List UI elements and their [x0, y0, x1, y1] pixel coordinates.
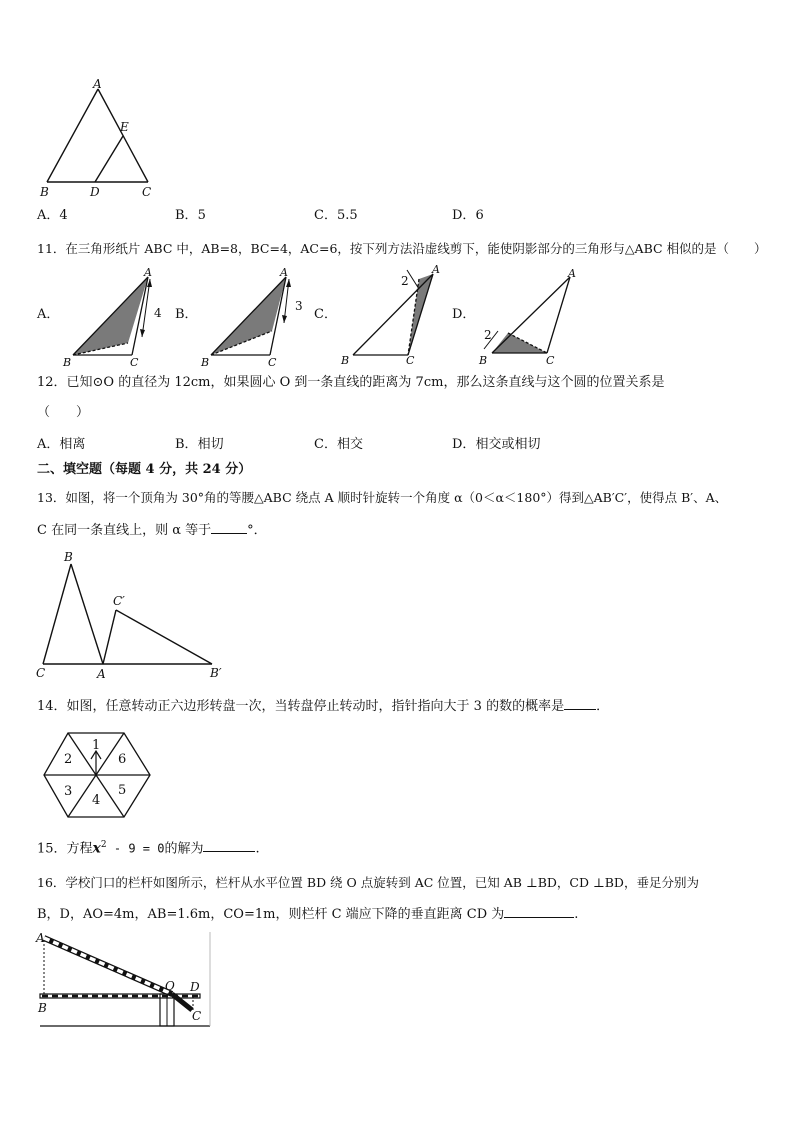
figure-q16-barrier-gate: [32, 928, 217, 1033]
label-c: C: [142, 185, 152, 199]
section-2-title: 二、填空题（每题 4 分，共 24 分）: [37, 462, 252, 477]
label-b: B: [64, 550, 73, 564]
label-o: O: [165, 979, 175, 993]
label-c-prime: C′: [113, 594, 125, 608]
q14-answer-blank[interactable]: [564, 696, 596, 710]
option-text: 相切: [197, 437, 224, 452]
q14-stem: [37, 696, 609, 716]
q15-text-end: .: [255, 841, 260, 857]
q14-stem-end: ．: [596, 699, 610, 714]
q12-stem: 12．已知⊙O 的直径为 12cm，如果圆心 O 到一条直线的距离为 7cm，那么这条直线与这个圆的位置关系是: [37, 375, 665, 390]
label-c: C: [192, 1009, 202, 1023]
label-a: A: [36, 931, 45, 945]
option-letter: D．: [452, 437, 476, 452]
option-letter: B．: [175, 437, 198, 452]
label-b-prime: B′: [210, 666, 222, 680]
label-c: C: [406, 354, 415, 367]
q11-stem: 11．在三角形纸片 ABC 中，AB=8，BC=4，AC=6，按下列方法沿虚线剪下，能使阴影部分的三角形与△ABC 相似的是（ ）: [37, 241, 767, 256]
q15-answer-blank[interactable]: [203, 838, 255, 852]
figure-q11-d: [474, 265, 589, 370]
q13-line2: [37, 520, 267, 540]
q12-option-d: [452, 436, 540, 454]
sector-4: 4: [92, 793, 101, 808]
q14-stem-text: 14．如图，任意转动正六边形转盘一次，当转盘停止转动时，指针指向大于 3 的数的概率是: [37, 699, 565, 714]
label-d: D: [90, 185, 100, 199]
sector-2: 2: [64, 752, 73, 767]
q10-option-a: [37, 207, 68, 225]
q11-option-b-label: B．: [175, 307, 198, 322]
segment-ab: [47, 89, 98, 182]
segment-de: [95, 136, 123, 182]
option-text: 相交或相切: [475, 437, 541, 452]
label-b: B: [38, 1001, 47, 1015]
option-letter: B．: [175, 208, 198, 223]
label-d: D: [190, 980, 200, 994]
q15-exponent: 2: [100, 840, 107, 850]
sector-5: 5: [118, 783, 127, 798]
option-letter: A．: [37, 437, 60, 452]
dimension-label: 2: [484, 328, 492, 342]
q11-option-a-label: A．: [37, 307, 60, 322]
q12-option-c: [314, 436, 363, 454]
q16-answer-blank[interactable]: [504, 904, 574, 918]
q15-equation: - 9 = 0: [106, 841, 165, 856]
figure-q14-hexagon-spinner: [40, 725, 155, 820]
option-text: 相交: [336, 437, 363, 452]
dimension-label: 3: [295, 299, 303, 313]
q13-line2-text: C 在同一条直线上，则 α 等于: [37, 523, 212, 538]
label-b: B: [479, 354, 488, 367]
option-text: 4: [59, 208, 68, 223]
label-a: A: [93, 77, 102, 91]
q12-option-a: [37, 436, 85, 454]
shaded-triangle: [492, 333, 547, 353]
label-a: A: [280, 266, 288, 279]
q10-option-d: [452, 207, 484, 225]
q15-variable: x: [92, 840, 101, 857]
option-letter: C．: [314, 208, 337, 223]
q10-option-c: [314, 207, 358, 225]
label-a: A: [432, 265, 440, 276]
sector-6: 6: [118, 752, 127, 767]
q12-option-b: [175, 436, 224, 454]
q11-option-c-label: C．: [314, 307, 337, 322]
q10-option-b: [175, 207, 206, 225]
label-a: A: [97, 667, 106, 681]
figure-q13-rotation: [30, 548, 235, 683]
label-a: A: [144, 266, 152, 279]
label-a: A: [568, 267, 576, 280]
option-letter: C．: [314, 437, 337, 452]
q16-line2-text: B，D，AO=4m，AB=1.6m，CO=1m，则栏杆 C 端应下降的垂直距离 CD 为: [37, 907, 505, 922]
option-letter: A．: [37, 208, 60, 223]
pointer-arrow: [91, 751, 101, 775]
label-b: B: [63, 356, 72, 369]
option-text: 5: [197, 208, 206, 223]
q13-line1: 13．如图，将一个顶角为 30°角的等腰△ABC 绕点 A 顺时针旋转一个角度 α（0＜α＜180°）得到△AB′C′，使得点 B′、A、: [37, 490, 728, 505]
q15-line: [37, 836, 260, 858]
q15-text-pre: 15．方程: [37, 841, 93, 857]
q16-line2-end: .: [574, 907, 579, 922]
q15-text-post: 的解为: [164, 841, 204, 857]
sector-3: 3: [64, 784, 73, 799]
label-e: E: [120, 120, 129, 134]
sector-1: 1: [92, 738, 101, 753]
label-b: B: [341, 354, 350, 367]
label-c: C: [130, 356, 139, 369]
dimension-label: 4: [154, 306, 162, 320]
q13-answer-blank[interactable]: [211, 520, 247, 534]
figure-q11-b: [198, 265, 313, 370]
option-letter: D．: [452, 208, 476, 223]
option-text: 6: [475, 208, 484, 223]
q16-line1: 16．学校门口的栏杆如图所示，栏杆从水平位置 BD 绕 O 点旋转到 AC 位置，已知 AB ⊥BD，CD ⊥BD，垂足分别为: [37, 875, 699, 890]
label-b: B: [40, 185, 49, 199]
q16-line2: [37, 904, 578, 924]
label-c: C: [268, 356, 277, 369]
q11-option-d-label: D．: [452, 307, 476, 322]
label-c: C: [36, 666, 46, 680]
label-c: C: [546, 354, 555, 367]
figure-q10-triangle: [30, 75, 170, 200]
figure-q11-a: [60, 265, 170, 370]
dimension-label: 2: [401, 274, 409, 288]
segment-ac: [98, 89, 148, 182]
q13-line2-end: °．: [247, 523, 267, 538]
option-text: 相离: [59, 437, 86, 452]
option-text: 5.5: [336, 208, 358, 223]
q12-paren: （ ）: [37, 405, 90, 420]
label-b: B: [201, 356, 210, 369]
figure-q11-c: [335, 265, 450, 370]
